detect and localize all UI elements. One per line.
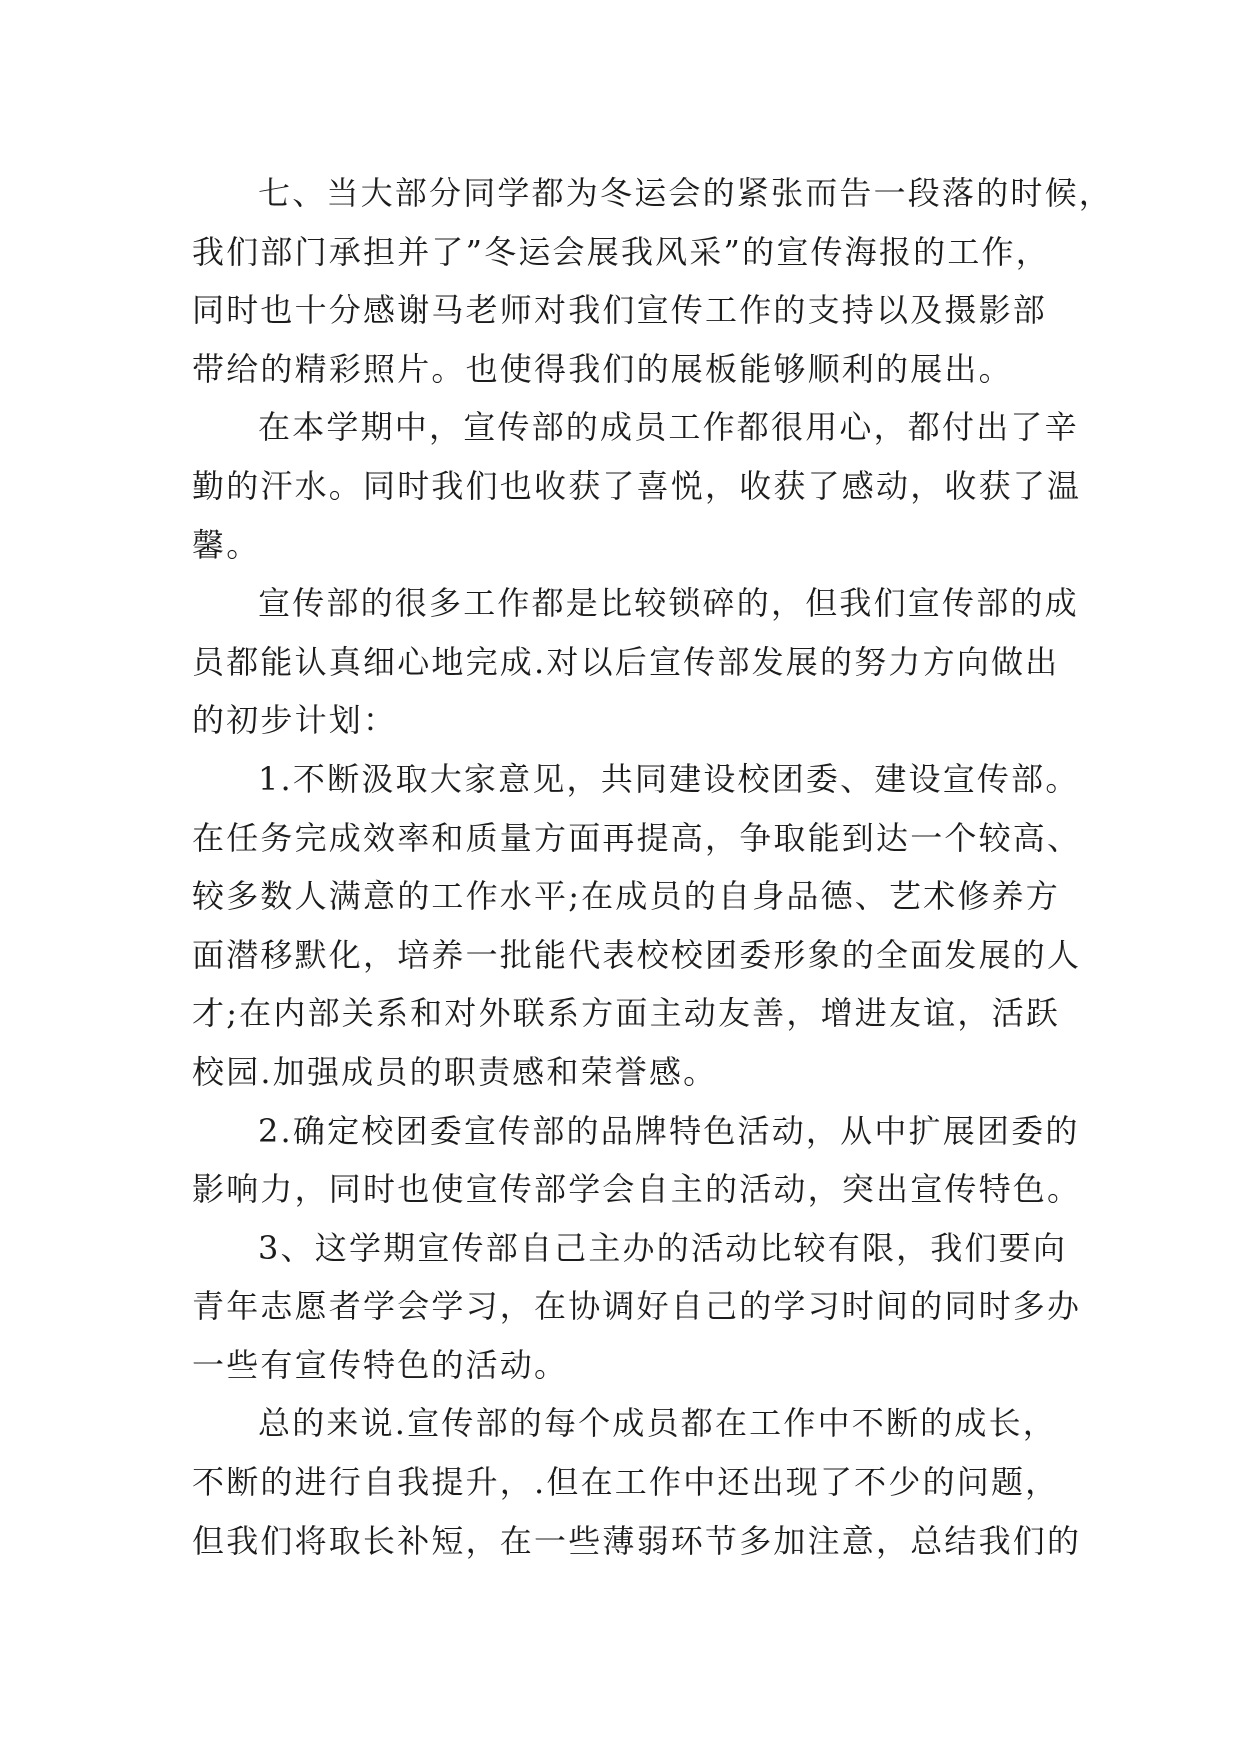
- text-line: 员都能认真细心地完成.对以后宣传部发展的努力方向做出: [192, 642, 1060, 681]
- text-line: 勤的汗水。同时我们也收获了喜悦，收获了感动，收获了温: [192, 466, 1082, 505]
- text-line: 馨。: [192, 525, 261, 564]
- text-line: 在本学期中，宣传部的成员工作都很用心，都付出了辛: [258, 408, 1079, 447]
- text-line: 才;在内部关系和对外联系方面主动友善，增进友谊，活跃: [192, 994, 1060, 1033]
- text-line: 带给的精彩照片。也使得我们的展板能够顺利的展出。: [192, 349, 1013, 388]
- text-line: 2.确定校团委宣传部的品牌特色活动，从中扩展团委的: [258, 1111, 1080, 1150]
- text-line: 不断的进行自我提升，.但在工作中还出现了不少的问题，: [192, 1463, 1060, 1502]
- document-body: [192, 164, 1114, 1570]
- text-line: 我们部门承担并了”冬运会展我风采”的宣传海报的工作，: [192, 232, 1050, 271]
- text-line: 在任务完成效率和质量方面再提高，争取能到达一个较高、: [192, 818, 1082, 857]
- text-line: 面潜移默化，培养一批能代表校校团委形象的全面发展的人: [192, 935, 1082, 974]
- text-line: 同时也十分感谢马老师对我们宣传工作的支持以及摄影部: [192, 291, 1048, 330]
- text-line: 宣传部的很多工作都是比较锁碎的，但我们宣传部的成: [258, 584, 1079, 623]
- text-line: 青年志愿者学会学习，在协调好自己的学习时间的同时多办: [192, 1287, 1082, 1326]
- text-line: 3、这学期宣传部自己主办的活动比较有限，我们要向: [258, 1228, 1068, 1267]
- text-line: 1.不断汲取大家意见，共同建设校团委、建设宣传部。: [258, 759, 1080, 798]
- text-line: 七、当大部分同学都为冬运会的紧张而告一段落的时候，: [258, 174, 1114, 212]
- text-line: 但我们将取长补短，在一些薄弱环节多加注意，总结我们的: [192, 1521, 1082, 1560]
- text-line: 的初步计划：: [192, 701, 398, 740]
- text-line: 较多数人满意的工作水平;在成员的自身品德、艺术修养方: [192, 877, 1060, 916]
- text-line: 一些有宣传特色的活动。: [192, 1345, 569, 1384]
- text-line: 影响力，同时也使宣传部学会自主的活动，突出宣传特色。: [192, 1170, 1082, 1209]
- text-line: 总的来说.宣传部的每个成员都在工作中不断的成长，: [258, 1404, 1057, 1443]
- text-line: 校园.加强成员的职责感和荣誉感。: [192, 1052, 718, 1091]
